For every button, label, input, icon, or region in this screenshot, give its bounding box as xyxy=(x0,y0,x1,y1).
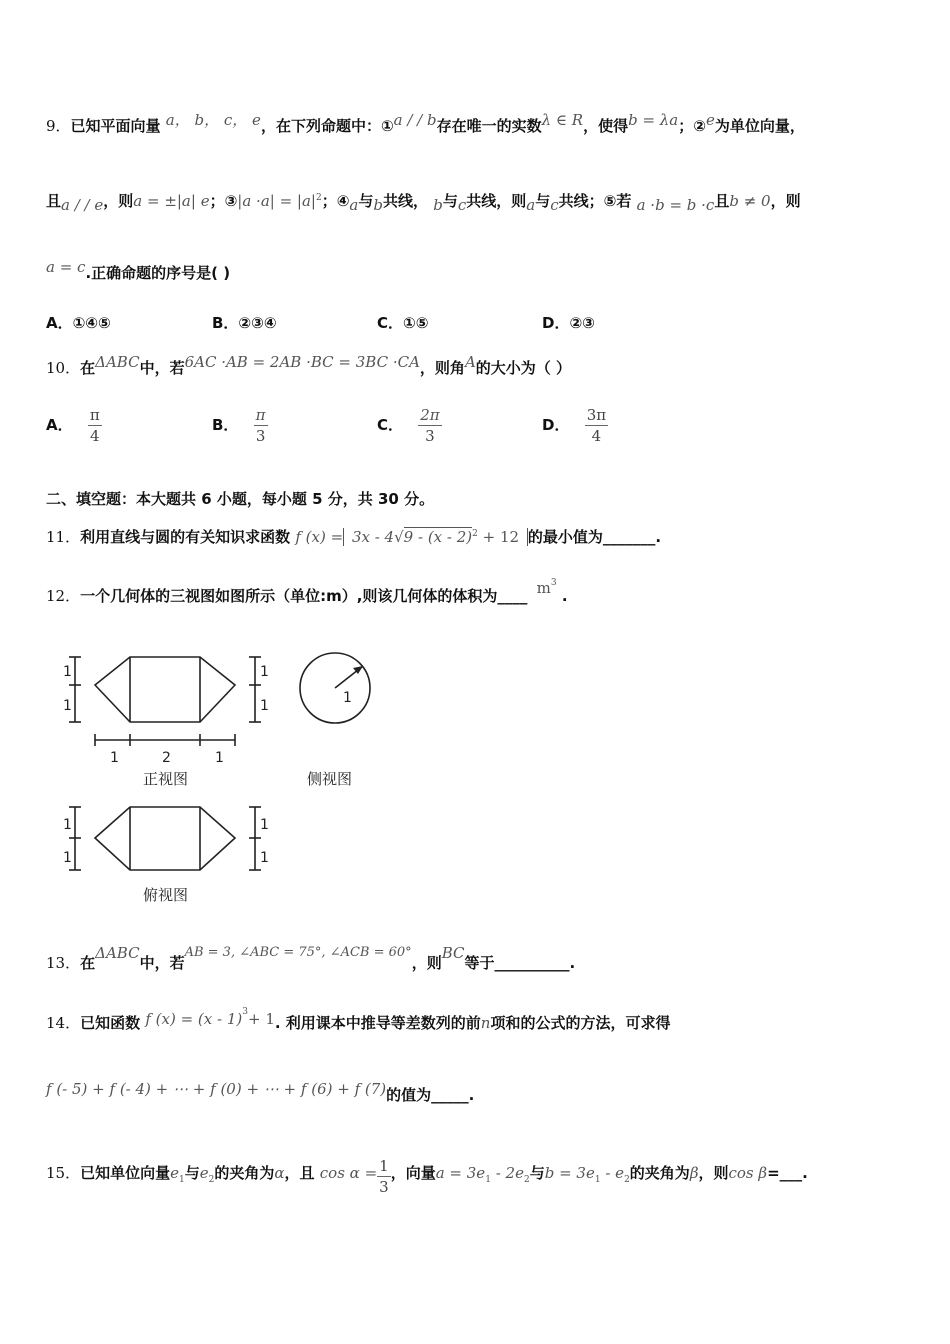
q13-number: 13． xyxy=(46,954,81,972)
q11-stem: 11．利用直线与圆的有关知识求函数 f (x) = 3x - 4√9 - (x - 2)$^2$ + 12 的最小值为_______. xyxy=(46,528,662,546)
dim-left-1: 1 xyxy=(63,664,72,680)
q10-stem: 10．在ΔABC中，若6AC ·AB = 2AB ·BC = 3BC ·CA，则角A的大小为（ ） xyxy=(46,353,572,377)
q14-stem: 14．已知函数 f (x) = (x - 1)$^3$+ 1. 利用课本中推导等差数列的前n项和的公式的方法，可求得 xyxy=(46,1007,671,1032)
dim-bottom-1: 1 xyxy=(110,750,119,766)
q9-line3: a = c.正确命题的序号是( ) xyxy=(46,258,231,282)
side-view-label: 侧视图 xyxy=(307,770,353,788)
q10-option-d[interactable]: D． $\frac{3\pi}{4}$ xyxy=(542,406,607,445)
dim-bottom-3: 1 xyxy=(215,750,224,766)
dim-left-2: 1 xyxy=(63,698,72,714)
front-view-label: 正视图 xyxy=(143,770,189,788)
q9-number: 9． xyxy=(46,117,71,135)
dim-top-right-1: 1 xyxy=(260,817,269,833)
q9-option-d[interactable]: D．②③ xyxy=(542,314,595,332)
dim-top-left-1: 1 xyxy=(63,817,72,833)
q9-line2: 且a / / e，则a = ±|a| e；③|a $\cdot a| = |a|^2$；④a与b共线， b与c共线，则a与c共线；⑤若 a ·b = b ·c且b ≠ 0，则 xyxy=(46,192,801,214)
q10-option-c[interactable]: C． $\frac{2\pi}{3}$ xyxy=(377,406,440,445)
q12-stem: 12．一个几何体的三视图如图所示（单位:m）,则该几何体的体积为____ $m^3$ . xyxy=(46,578,568,605)
section-heading: 二、填空题：本大题共 6 小题，每小题 5 分，共 30 分。 xyxy=(46,490,435,508)
q10-option-b[interactable]: B． $\frac{\pi}{3}$ xyxy=(212,406,266,445)
front-view-shape xyxy=(95,657,235,722)
dim-top-left-2: 1 xyxy=(63,850,72,866)
dim-bottom-2: 2 xyxy=(162,750,171,766)
radius-label: 1 xyxy=(343,690,352,706)
q12-number: 12． xyxy=(46,587,81,605)
q15-number: 15． xyxy=(46,1164,81,1182)
q15-stem: 15．已知单位向量$e_1$与$e_2$的夹角为α，且 cos α = $\frac{1}{3}$ ，向量$a = 3e_1 - 2e_2$与$b = 3e_1 - e_2$的夹角为β，则cos β=___. xyxy=(46,1157,808,1196)
dim-top-right-2: 1 xyxy=(260,850,269,866)
q9-option-b[interactable]: B．②③④ xyxy=(212,314,277,332)
q14-number: 14． xyxy=(46,1014,81,1032)
q10-number: 10． xyxy=(46,359,81,377)
dim-right-1: 1 xyxy=(260,664,269,680)
q9-option-a[interactable]: A．①④⑤ xyxy=(46,314,111,332)
top-view-shape xyxy=(95,807,235,870)
q14-line2: f (- 5) + f (- 4) + ⋯ + f (0) + ⋯ + f (6) + f (7)的值为_____. xyxy=(46,1080,475,1104)
q10-option-a[interactable]: A． $\frac{\pi}{4}$ xyxy=(46,406,100,445)
three-view-figure xyxy=(55,640,385,910)
q13-stem: 13．在ΔABC中，若AB = 3, ∠ABC = 75°, ∠ACB = 60°，则BC等于__________. xyxy=(46,944,576,972)
top-view-label: 俯视图 xyxy=(143,886,189,904)
q11-number: 11． xyxy=(46,528,81,546)
dim-right-2: 1 xyxy=(260,698,269,714)
q9-line1: 9．已知平面向量 a， b， c， e，在下列命题中：①a / / b存在唯一的实数λ ∈ R，使得b = λa；②e为单位向量， xyxy=(46,111,805,135)
q9-option-c[interactable]: C．①⑤ xyxy=(377,314,429,332)
